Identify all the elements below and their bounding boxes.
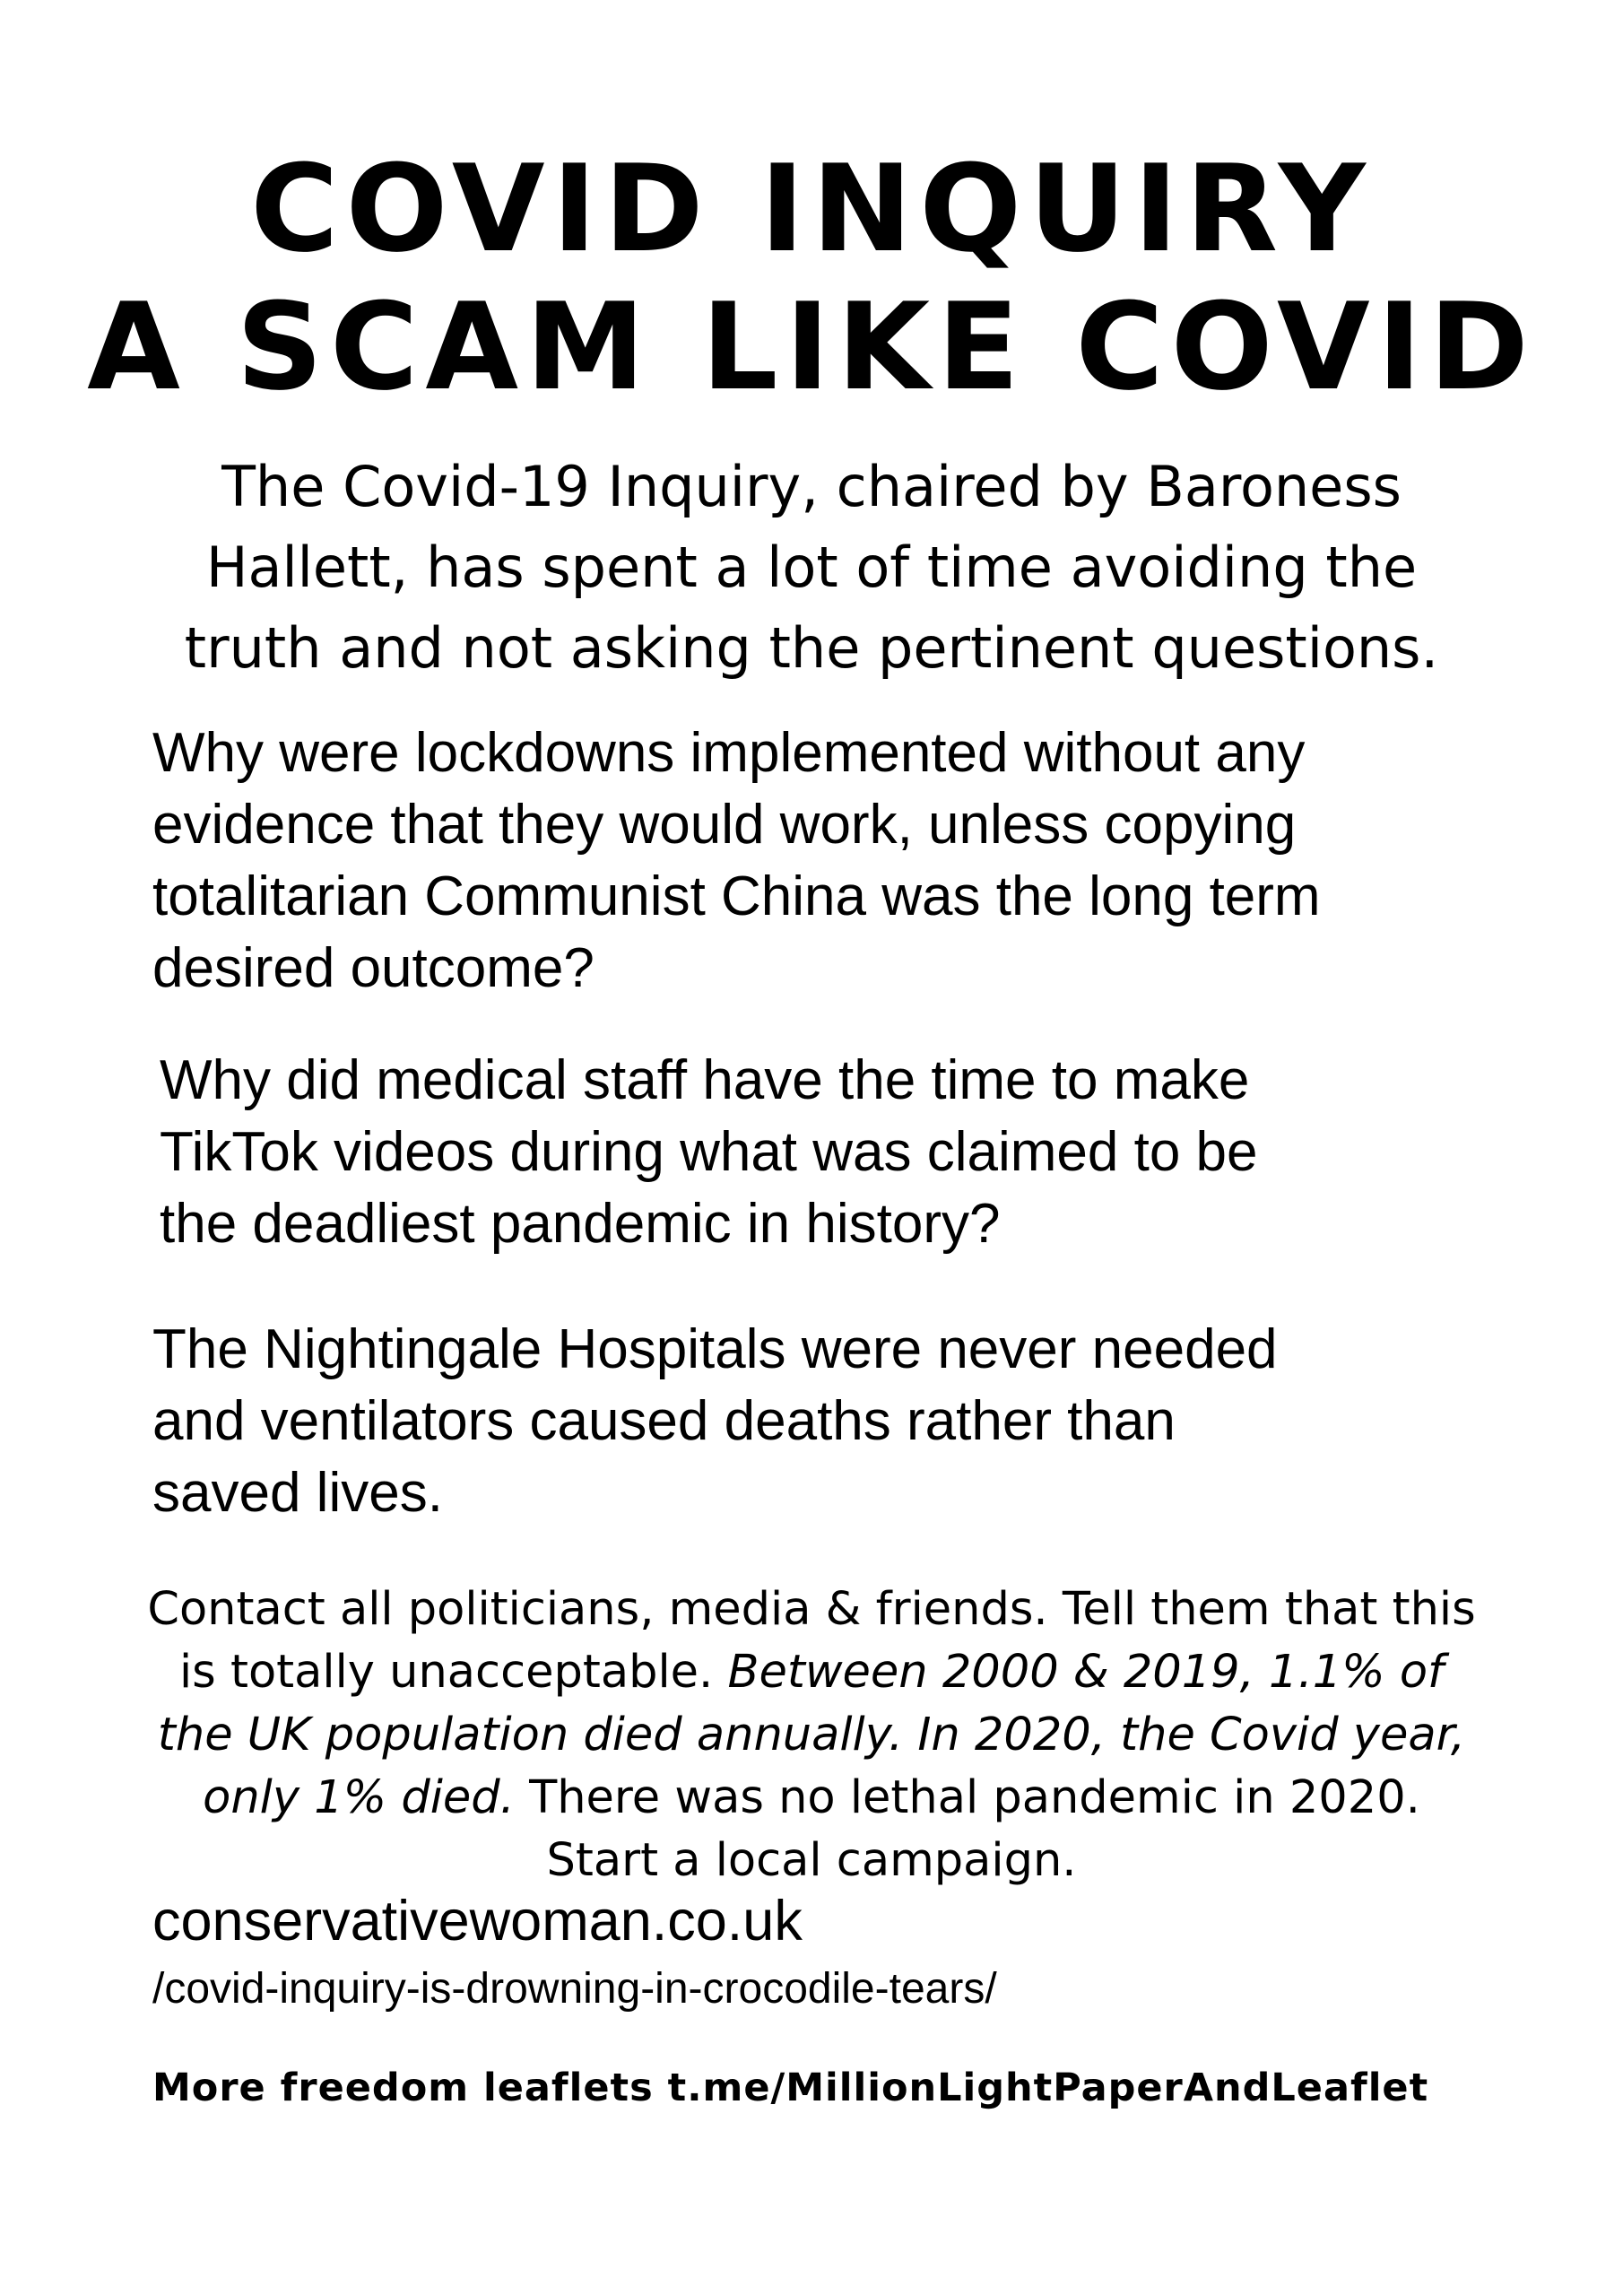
intro-line: Hallett, has spent a lot of time avoiding the — [205, 535, 1418, 600]
paragraph-line: TikTok videos during what was claimed to be — [160, 1121, 1258, 1183]
headline-line-1: COVID INQUIRY — [250, 139, 1373, 279]
paragraph-line: Why were lockdowns implemented without any — [152, 722, 1306, 784]
contact-line — [126, 1767, 1497, 1830]
paragraph-line: saved lives. — [152, 1462, 443, 1524]
paragraph-line: Why did medical staff have the time to make — [160, 1049, 1250, 1111]
call-to-action-paragraph — [126, 1578, 1497, 1892]
contact-line: Contact all politicians, media & friends. Tell them that this — [147, 1583, 1476, 1636]
statistic-text: Between 2000 & 2019, 1.1% of — [727, 1646, 1444, 1699]
contact-text: There was no lethal pandemic in 2020. — [529, 1771, 1420, 1824]
paragraph-line: The Nightingale Hospitals were never needed — [152, 1318, 1278, 1380]
website-domain: conservativewoman.co.uk — [152, 1890, 803, 1952]
statistic-text: the UK population died annually. In 2020, the Covid year, — [157, 1709, 1466, 1761]
medical-staff-question-paragraph — [160, 1045, 1523, 1260]
contact-text: is totally unacceptable. — [179, 1646, 714, 1699]
intro-line: The Covid-19 Inquiry, chaired by Baroness — [221, 454, 1402, 519]
footer-telegram-link: More freedom leaflets t.me/MillionLightPaperAndLeaflet — [152, 2066, 1429, 2110]
paragraph-line: and ventilators caused deaths rather than — [152, 1390, 1176, 1452]
contact-line — [126, 1641, 1497, 1704]
paragraph-line: the deadliest pandemic in history? — [160, 1193, 1001, 1255]
statistic-text: only 1% died. — [203, 1771, 515, 1824]
website-path: /covid-inquiry-is-drowning-in-crocodile-tears/ — [152, 1965, 997, 2013]
paragraph-line: totalitarian Communist China was the long term — [152, 865, 1321, 927]
paragraph-line: evidence that they would work, unless copying — [152, 794, 1297, 856]
lockdown-question-paragraph — [152, 718, 1515, 1004]
intro-line: truth and not asking the pertinent questions. — [184, 615, 1439, 681]
contact-line: Start a local campaign. — [546, 1834, 1077, 1887]
headline-line-2: A SCAM LIKE COVID — [87, 277, 1536, 417]
contact-line — [126, 1704, 1497, 1767]
paragraph-line: desired outcome? — [152, 937, 595, 999]
nightingale-paragraph — [152, 1314, 1515, 1529]
intro-paragraph — [126, 447, 1497, 689]
